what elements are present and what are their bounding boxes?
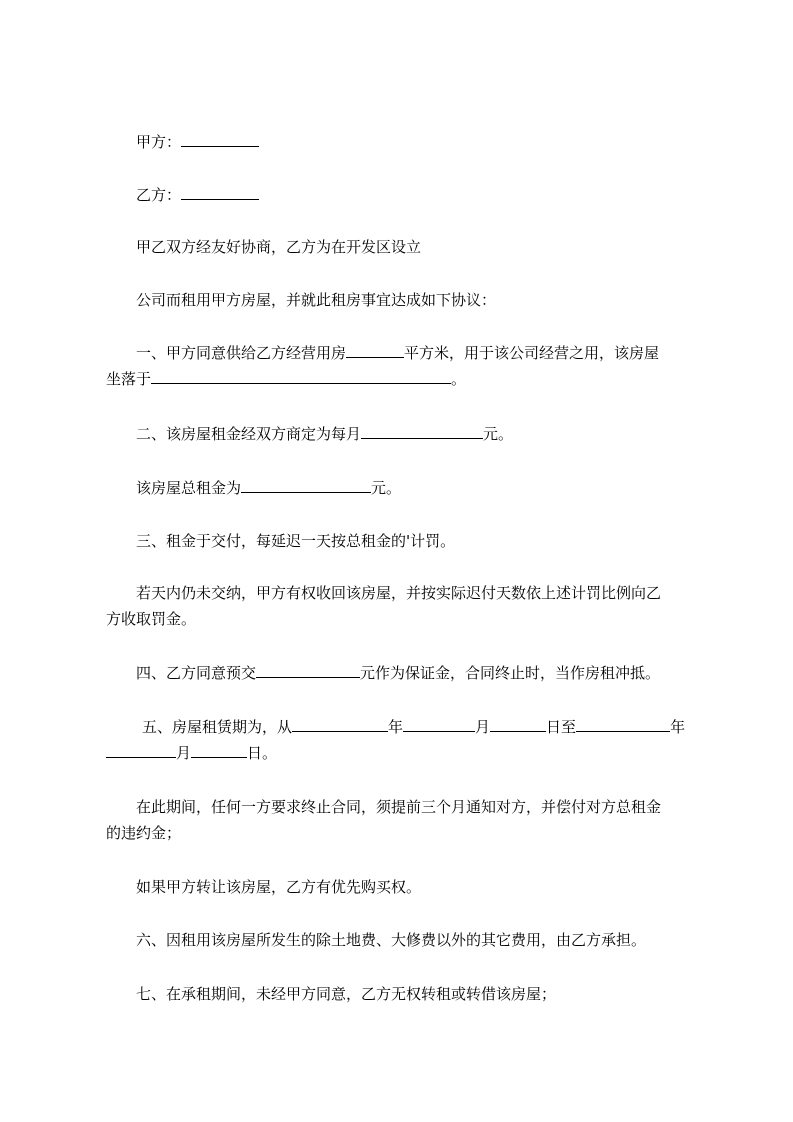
party-a-line [136, 132, 732, 152]
clause-5-end-day-blank [191, 743, 247, 758]
clause-5-line-1 [142, 717, 738, 737]
clause-5-year-1: 年 [388, 718, 404, 736]
clause-1-line-2 [106, 369, 702, 389]
clause-7-line: 七、在承租期间，未经甲方同意，乙方无权转租或转借该房屋； [136, 985, 557, 1003]
total-rent-text-a: 该房屋总租金为 [136, 479, 242, 497]
overdue-line-1: 若天内仍未交纳，甲方有权收回该房屋，并按实际迟付天数依上述计罚比例向乙 [136, 584, 662, 602]
termination-line-1: 在此期间，任何一方要求终止合同，须提前三个月通知对方，并偿付对方总租金 [136, 798, 662, 816]
clause-5-start-month-blank [403, 717, 475, 732]
clause-5-start-day-blank [490, 717, 546, 732]
clause-1-text-b: 平方米，用于该公司经营之用，该房屋 [404, 344, 660, 362]
total-rent-text-b: 元。 [371, 479, 402, 497]
clause-4-line [136, 663, 732, 683]
intro-line-1: 甲乙双方经友好协商，乙方为在开发区设立 [136, 238, 422, 256]
transfer-line: 如果甲方转让该房屋，乙方有优先购买权。 [136, 878, 422, 896]
clause-5-end-year-blank [576, 717, 670, 732]
party-a-label: 甲方： [136, 133, 182, 151]
clause-1-text-d: 。 [451, 370, 467, 388]
clause-4-text-b: 元作为保证金，合同终止时，当作房租冲抵。 [360, 664, 661, 682]
total-rent-line [136, 478, 732, 498]
clause-5-year-2: 年 [670, 718, 686, 736]
party-a-blank [181, 132, 259, 147]
clause-4-deposit-blank [256, 663, 360, 678]
clause-1-area-blank [346, 343, 404, 358]
clause-1-text-a: 一、甲方同意供给乙方经营用房 [136, 344, 347, 362]
clause-5-line-2 [106, 743, 702, 763]
clause-2-line [136, 424, 732, 444]
clause-5-day-2: 日。 [247, 744, 278, 762]
clause-2-rent-blank [361, 424, 483, 439]
clause-4-text-a: 四、乙方同意预交 [136, 664, 257, 682]
intro-line-2: 公司而租用甲方房屋，并就此租房事宜达成如下协议： [136, 291, 497, 309]
clause-5-text-a: 五、房屋租赁期为，从 [142, 718, 293, 736]
party-b-label: 乙方： [136, 186, 182, 204]
clause-2-text-a: 二、该房屋租金经双方商定为每月 [136, 425, 362, 443]
party-b-line [136, 185, 732, 205]
clause-6-line: 六、因租用该房屋所发生的除土地费、大修费以外的其它费用，由乙方承担。 [136, 931, 647, 949]
clause-2-text-b: 元。 [483, 425, 514, 443]
clause-1-location-blank [151, 369, 451, 384]
party-b-blank [181, 185, 259, 200]
clause-5-month-2: 月 [176, 744, 192, 762]
clause-5-end-month-blank [106, 743, 176, 758]
total-rent-blank [241, 478, 371, 493]
clause-5-month-1: 月 [475, 718, 491, 736]
clause-3-line: 三、租金于交付，每延迟一天按总租金的'计罚。 [136, 532, 456, 550]
overdue-line-2: 方收取罚金。 [106, 610, 197, 628]
clause-5-start-year-blank [292, 717, 388, 732]
clause-1-line-1 [136, 343, 732, 363]
clause-5-day-to: 日至 [546, 718, 577, 736]
termination-line-2: 的违约金； [106, 824, 182, 842]
clause-1-text-c: 坐落于 [106, 370, 152, 388]
